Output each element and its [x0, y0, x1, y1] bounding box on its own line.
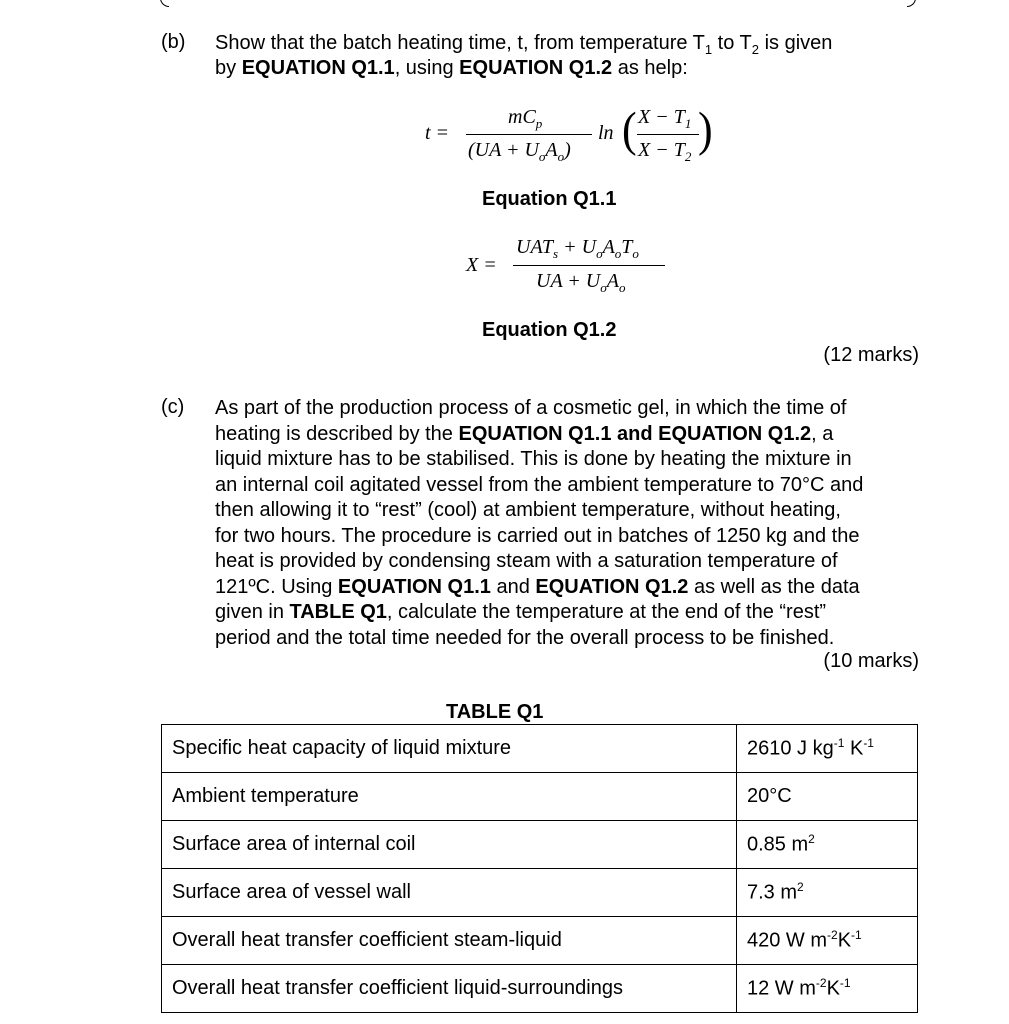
part-c-line: 121ºC. Using EQUATION Q1.1 and EQUATION Q1.2 as well as the data — [215, 575, 860, 598]
table-cell-label: Overall heat transfer coefficient liquid-surroundings — [162, 965, 737, 1013]
part-c-line: liquid mixture has to be stabilised. This is done by heating the mixture in — [215, 448, 852, 470]
table-row — [162, 917, 918, 965]
part-c-line: given in TABLE Q1, calculate the temperature at the end of the “rest” — [215, 601, 827, 623]
equation-q1-1-label: Equation Q1.1 — [482, 188, 617, 210]
part-b-label: (b) — [161, 31, 186, 53]
table-row — [162, 773, 918, 821]
part-c-line: period and the total time needed for the overall process to be finished. — [215, 626, 835, 649]
table-row — [162, 725, 918, 773]
table-title: TABLE Q1 — [446, 701, 544, 723]
table-cell-label: Surface area of vessel wall — [162, 869, 737, 917]
part-c-line: heating is described by the EQUATION Q1.1 and EQUATION Q1.2, a — [215, 422, 834, 445]
part-b-marks: (12 marks) — [823, 344, 919, 366]
part-c-line: then allowing it to “rest” (cool) at ambient temperature, without heating, — [215, 499, 841, 521]
part-b-line2: by EQUATION Q1.1, using EQUATION Q1.2 as help: — [215, 57, 688, 79]
part-c-line: an internal coil agitated vessel from the ambient temperature to 70°C and — [215, 473, 864, 496]
equation-q1-2-label: Equation Q1.2 — [482, 319, 617, 341]
table-row — [162, 821, 918, 869]
part-c-line: for two hours. The procedure is carried out in batches of 1250 kg and the — [215, 524, 860, 547]
table-cell-value: 0.85 $m^2$ — [737, 821, 918, 869]
table-cell-label: Surface area of internal coil — [162, 821, 737, 869]
part-b-line1: Show that the batch heating time, t, from temperature $T_1$ to $T_2$ is given — [215, 32, 833, 57]
table-cell-value: 12 W $m^{-2}K^{-1}$ — [737, 965, 918, 1013]
part-c-line: heat is provided by condensing steam with a saturation temperature of — [215, 550, 838, 572]
table-cell-value: 7.3 $m^2$ — [737, 869, 918, 917]
part-c-paragraph — [215, 396, 925, 651]
table-cell-label: Ambient temperature — [162, 773, 737, 821]
part-c-label: (c) — [161, 396, 185, 418]
table-row — [162, 869, 918, 917]
table-cell-label: Overall heat transfer coefficient steam-liquid — [162, 917, 737, 965]
table-q1 — [161, 724, 918, 1013]
previous-bracket-left — [160, 0, 169, 7]
part-c-marks: (10 marks) — [823, 650, 919, 672]
table-cell-value: 420 W $m^{-2}K^{-1}$ — [737, 917, 918, 965]
part-c-line: As part of the production process of a cosmetic gel, in which the time of — [215, 397, 847, 419]
table-row — [162, 965, 918, 1013]
table-cell-value: 20°C — [737, 773, 918, 821]
previous-bracket-right — [907, 0, 916, 7]
table-cell-label: Specific heat capacity of liquid mixture — [162, 725, 737, 773]
table-cell-value: 2610 J $kg^{-1}$ $K^{-1}$ — [737, 725, 918, 773]
